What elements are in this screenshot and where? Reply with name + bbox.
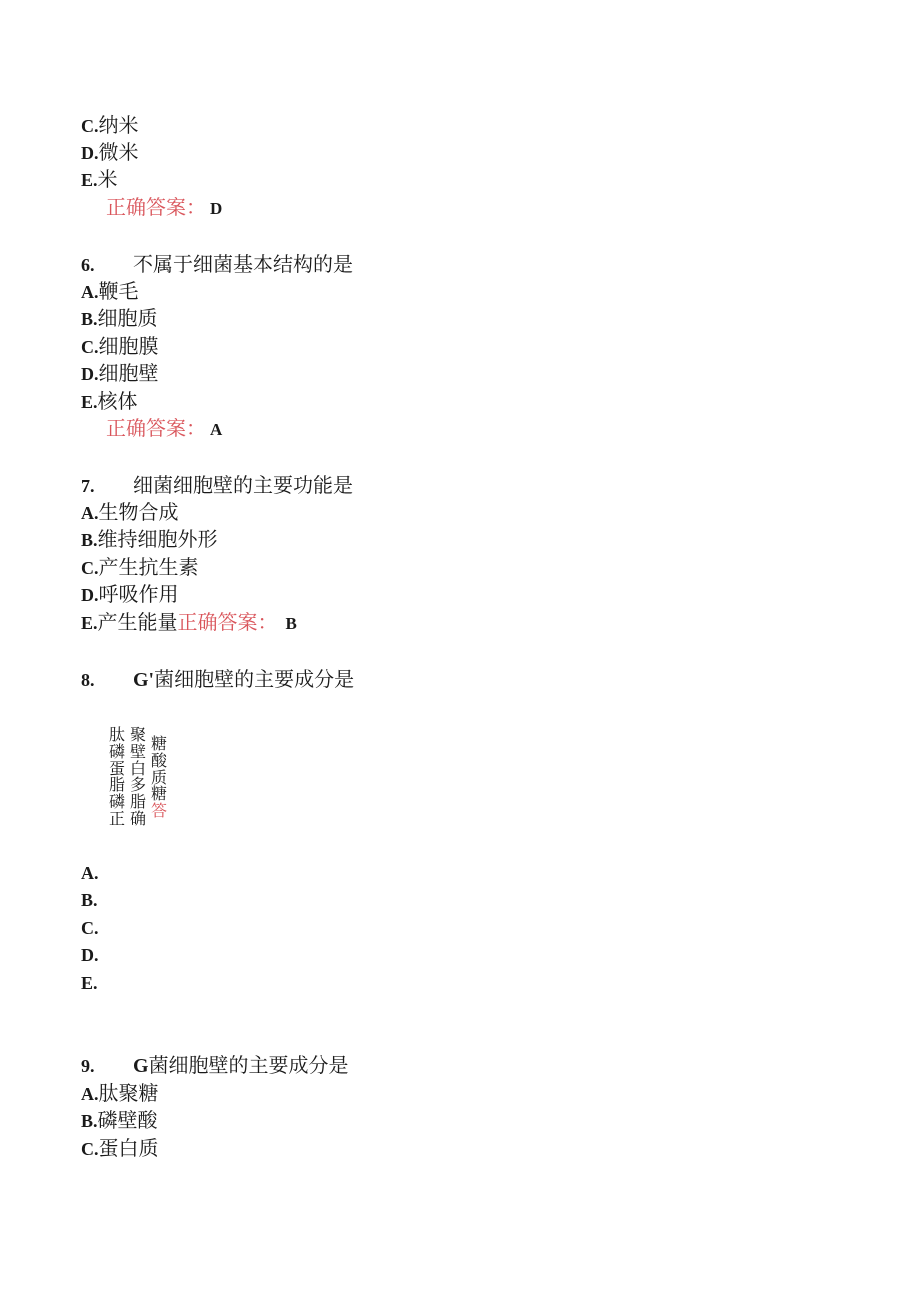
- option-text: 呼吸作用: [98, 582, 179, 606]
- option-label: B.: [81, 890, 98, 910]
- option-text: 磷壁酸: [97, 1108, 158, 1132]
- option-label: E.: [81, 973, 98, 993]
- option-text: 细胞膜: [98, 334, 159, 358]
- q7-correct-answer: [178, 610, 297, 634]
- option-text: 肽聚糖: [98, 1081, 159, 1105]
- option-text: 米: [97, 167, 118, 191]
- question-body: 菌细胞壁的主要成分是: [154, 667, 355, 691]
- q5-correct-answer: [106, 195, 222, 221]
- q7-option-e: [81, 610, 297, 636]
- option-label: E.: [81, 170, 98, 190]
- vertical-char: 糖: [150, 784, 167, 804]
- answer-label: 正确答案：: [177, 610, 278, 634]
- q8-option-e: [81, 970, 98, 995]
- option-label: C.: [81, 558, 99, 578]
- option-label: E.: [81, 392, 98, 412]
- q9-option-a: [81, 1081, 159, 1106]
- option-label: A.: [81, 863, 99, 883]
- q9-option-c: [81, 1136, 159, 1161]
- vertical-char: 多: [129, 775, 146, 795]
- answer-key: A: [210, 420, 223, 439]
- q9-option-b: [81, 1108, 158, 1133]
- option-label: C.: [81, 116, 99, 136]
- q8-option-c: [81, 915, 99, 940]
- option-text: 微米: [98, 140, 139, 164]
- option-text: 生物合成: [98, 500, 179, 524]
- vertical-text-column-2: [129, 727, 147, 828]
- option-label: D.: [81, 143, 99, 163]
- question-text: 不属于细菌基本结构的是: [133, 252, 353, 276]
- option-text: 蛋白质: [98, 1136, 159, 1160]
- option-label: C.: [81, 918, 99, 938]
- vertical-char: 蛋: [108, 758, 125, 778]
- vertical-text-column-3: [150, 736, 168, 820]
- vertical-char: 壁: [129, 741, 146, 761]
- q7-question: [81, 473, 353, 498]
- question-text: [133, 667, 354, 691]
- q6-question: [81, 252, 353, 277]
- option-text: 产生抗生素: [98, 555, 199, 579]
- q9-question: [81, 1053, 349, 1078]
- vertical-char: 酸: [150, 750, 167, 770]
- q5-option-c: [81, 113, 139, 138]
- q5-option-e: [81, 167, 118, 192]
- question-prefix: G': [133, 669, 155, 691]
- answer-label: 正确答案：: [106, 195, 206, 219]
- answer-key: D: [210, 199, 223, 218]
- vertical-char: 磷: [108, 792, 125, 812]
- option-label: B.: [81, 530, 98, 550]
- option-label: D.: [81, 364, 99, 384]
- option-label: B.: [81, 1111, 98, 1131]
- answer-label: 正确答案：: [106, 416, 206, 440]
- vertical-char: 脂: [108, 775, 125, 795]
- option-label: D.: [81, 945, 99, 965]
- vertical-text-column-1: [108, 727, 126, 828]
- vertical-char: 糖: [150, 734, 167, 753]
- option-label: B.: [81, 309, 98, 329]
- option-text: 产生能量: [97, 610, 178, 634]
- q6-option-d: [81, 361, 159, 386]
- option-label: A.: [81, 503, 99, 523]
- option-label: A.: [81, 282, 99, 302]
- option-label: C.: [81, 337, 99, 357]
- q8-option-b: [81, 887, 98, 912]
- q5-option-d: [81, 140, 139, 165]
- q6-correct-answer: [106, 416, 222, 442]
- option-text: 细胞壁: [98, 361, 159, 385]
- option-label: E.: [81, 613, 98, 633]
- question-body: 菌细胞壁的主要成分是: [148, 1053, 349, 1077]
- question-text: [133, 1053, 349, 1077]
- vertical-char: 正: [108, 808, 125, 828]
- q7-option-c: [81, 555, 199, 580]
- vertical-char: 答: [150, 801, 167, 821]
- vertical-char: 白: [129, 758, 146, 778]
- option-text: 纳米: [98, 113, 139, 137]
- answer-key: B: [285, 614, 297, 633]
- option-text: 细胞质: [97, 306, 158, 330]
- option-text: 维持细胞外形: [97, 527, 218, 551]
- option-label: D.: [81, 585, 99, 605]
- option-text: 鞭毛: [98, 279, 139, 303]
- vertical-char: 质: [150, 767, 167, 787]
- question-prefix: G: [133, 1055, 149, 1077]
- option-label: C.: [81, 1139, 99, 1159]
- question-number: 7.: [81, 476, 95, 496]
- vertical-char: 脂: [129, 792, 146, 812]
- q7-option-b: [81, 527, 218, 552]
- q6-option-c: [81, 334, 159, 359]
- question-number: 6.: [81, 255, 95, 275]
- q8-option-d: [81, 942, 99, 967]
- vertical-char: 肽: [108, 725, 125, 744]
- q7-option-a: [81, 500, 179, 525]
- option-text: 核体: [97, 389, 138, 413]
- q8-question: [81, 667, 354, 692]
- option-label: A.: [81, 1084, 99, 1104]
- q6-option-e: [81, 389, 138, 414]
- q8-option-a: [81, 860, 99, 885]
- question-number: 8.: [81, 670, 95, 690]
- vertical-char: 聚: [129, 725, 146, 744]
- question-text: 细菌细胞壁的主要功能是: [133, 473, 353, 497]
- q6-option-b: [81, 306, 158, 331]
- vertical-char: 磷: [108, 741, 125, 761]
- vertical-char: 确: [129, 808, 146, 828]
- q6-option-a: [81, 279, 139, 304]
- q7-option-d: [81, 582, 179, 607]
- question-number: 9.: [81, 1056, 95, 1076]
